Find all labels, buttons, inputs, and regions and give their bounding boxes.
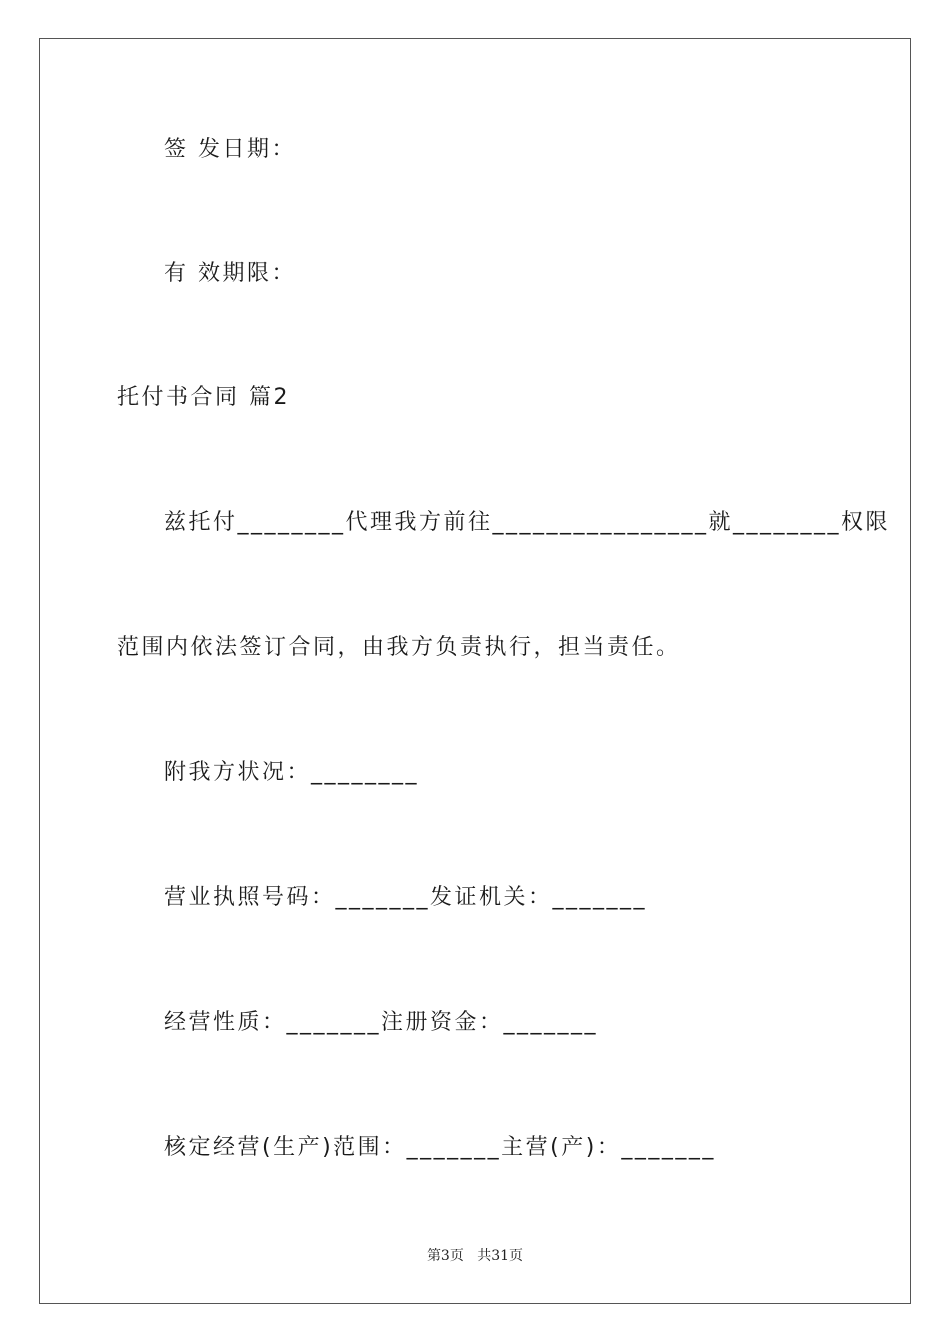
page-footer (0, 1245, 950, 1265)
page-number: 第3页 (426, 1248, 464, 1264)
business-nature-line: 经营性质：_______注册资金：_______ (164, 1010, 599, 1035)
page-border (39, 38, 911, 1304)
business-scope-line: 核定经营(生产)范围：_______主营(产)：_______ (164, 1135, 716, 1160)
issue-date-line: 签 发日期： (164, 137, 296, 162)
page-total: 共31页 (477, 1248, 524, 1264)
entrust-paragraph-line-1: 兹托付________代理我方前往________________就________权限 (164, 510, 891, 535)
party-status-line: 附我方状况：________ (164, 760, 420, 785)
business-license-line: 营业执照号码：_______发证机关：_______ (164, 885, 648, 910)
entrust-paragraph-line-2: 范围内依法签订合同，由我方负责执行，担当责任。 (117, 635, 681, 660)
validity-period-line: 有 效期限： (164, 261, 296, 286)
section-heading: 托付书合同 篇2 (117, 385, 290, 410)
